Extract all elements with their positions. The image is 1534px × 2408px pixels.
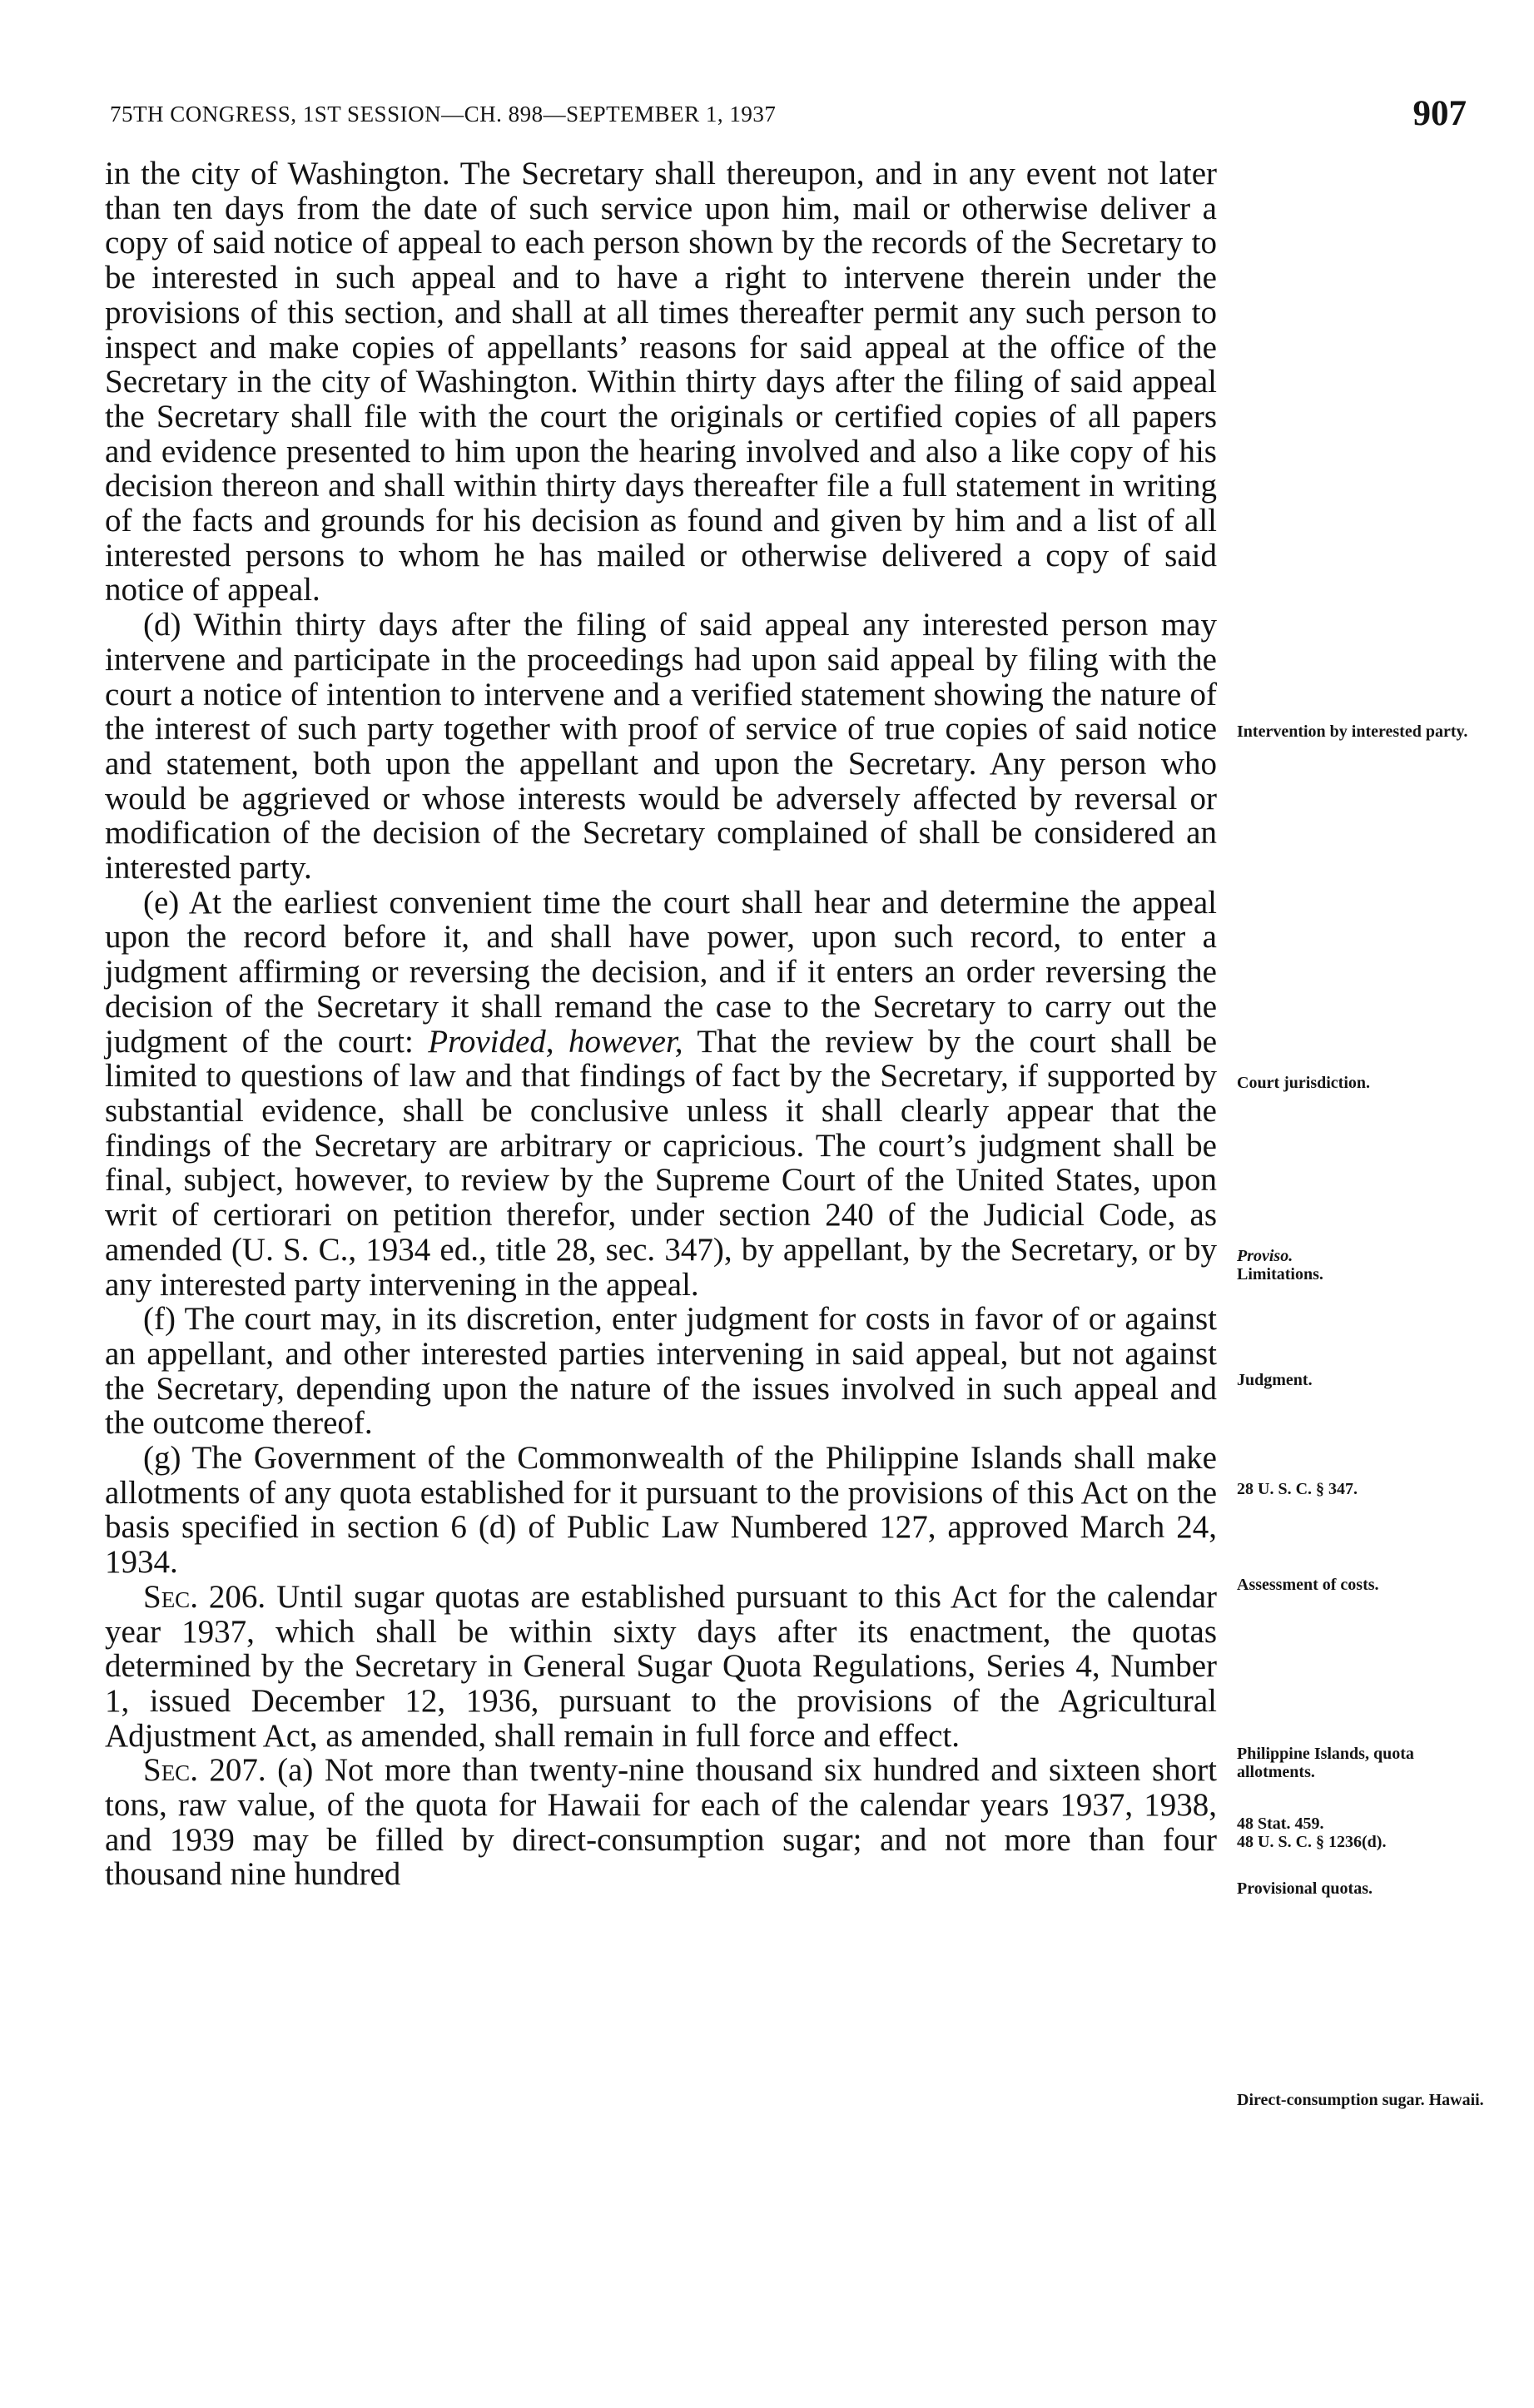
- margin-note-proviso-label: Proviso.: [1237, 1247, 1293, 1265]
- margin-note-stat-line2: 48 U. S. C. § 1236(d).: [1237, 1833, 1387, 1851]
- paragraph-f: (f) The court may, in its discretion, enter judgment for costs in favor of or against an appellant, and other interested parties intervening in said appeal, but not against the Secretary, depending upon the nature of the issues involved in such appeal and the outcome thereof.: [105, 1301, 1217, 1442]
- margin-note-statute-citation: [1237, 1815, 1487, 1851]
- paragraph-e: [105, 886, 1217, 1302]
- margin-note-proviso: [1237, 1247, 1487, 1283]
- paragraph-e-part1: (e) At the earliest convenient time the court shall hear and determine the appeal upon the record before it, and shall have power, upon such record, to enter a judgment affirming or reversing the decision, and if it enters an order reversing the decision of the Secretary it shall remand the case to the Secretary to carry out the judgment of the court:: [105, 884, 1217, 1060]
- proviso-phrase: Provided, however,: [428, 1023, 683, 1060]
- margin-note-intervention: Intervention by interested party.: [1237, 722, 1468, 741]
- margin-note-court-jurisdiction: Court jurisdiction.: [1237, 1074, 1370, 1092]
- page-header: [110, 93, 1467, 143]
- section-206: [105, 1580, 1217, 1754]
- paragraph-e-part2: That the review by the court shall be limited to questions of law and that findings of fact by the Secretary, if supported by substantial evidence, shall be conclusive unless it shall clearly appear that the findings of the Secretary are arbitrary or capricious. The court’s judgment shall be final, subject, however, to review by the Supreme Court of the United States, upon writ of certiorari on petition therefor, under section 240 of the Judicial Code, as amended (U. S. C., 1934 ed., title 28, sec. 347), by appellant, by the Secretary, or by any interested party intervening in the appeal.: [105, 1023, 1218, 1303]
- section-206-label: Sec. 206.: [143, 1578, 266, 1615]
- margin-note-limitations: Limitations.: [1237, 1265, 1323, 1283]
- running-head: 75TH CONGRESS, 1ST SESSION—CH. 898—SEPTEMBER 1, 1937: [110, 102, 777, 127]
- paragraph-d: (d) Within thirty days after the filing of said appeal any interested person may intervene and participate in the proceedings had upon said appeal by filing with the court a notice of intention to intervene and a verified statement showing the nature of the interest of such party together with proof of service of true copies of said notice and statement, both upon the appellant and upon the Secretary. Any person who would be aggrieved or whose interests would be adversely affected by reversal or modification of the decision of the Secretary complained of shall be considered an interested party.: [105, 607, 1217, 886]
- margin-note-stat-line1: 48 Stat. 459.: [1237, 1815, 1324, 1833]
- margin-note-usc: 28 U. S. C. § 347.: [1237, 1480, 1358, 1498]
- margin-note-philippine: Philippine Islands, quota allotments.: [1237, 1745, 1414, 1781]
- margin-note-provisional: Provisional quotas.: [1237, 1879, 1373, 1898]
- margin-note-judgment: Judgment.: [1237, 1371, 1313, 1389]
- margin-note-costs: Assessment of costs.: [1237, 1576, 1379, 1594]
- section-207-text: (a) Not more than twenty-nine thousand six hundred and sixteen short tons, raw value, of the quota for Hawaii for each of the calendar years 1937, 1938, and 1939 may be filled by direct-consumption sugar; and not more than four thousand nine hundred: [105, 1752, 1217, 1893]
- paragraph-c-continued: in the city of Washington. The Secretary shall thereupon, and in any event not later than ten days from the date of such service upon him, mail or otherwise deliver a copy of said notice of appeal to each person shown by the records of the Secretary to be interested in such appeal and to have a right to intervene therein under the provisions of this section, and shall at all times thereafter permit any such person to inspect and make copies of appellants’ reasons for said appeal at the office of the Secretary in the city of Washington. Within thirty days after the filing of said appeal the Secretary shall file with the court the originals or certified copies of all papers and evidence presented to him upon the hearing involved and also a like copy of his decision thereon and shall within thirty days thereafter file a full statement in writing of the facts and grounds for his decision as found and given by him and a list of all interested persons to whom he has mailed or otherwise delivered a copy of said notice of appeal.: [105, 156, 1217, 608]
- statute-text: [105, 156, 1217, 1892]
- page-number: 907: [1412, 94, 1467, 133]
- section-207: [105, 1753, 1217, 1892]
- paragraph-g: (g) The Government of the Commonwealth of the Philippine Islands shall make allotments of any quota established for it pursuant to the provisions of this Act on the basis specified in section 6 (d) of Public Law Numbered 127, approved March 24, 1934.: [105, 1440, 1217, 1581]
- section-206-text: Until sugar quotas are established pursuant to this Act for the calendar year 1937, which shall be within sixty days after its enactment, the quotas determined by the Secretary in General Sugar Quota Regulations, Series 4, Number 1, issued December 12, 1936, pursuant to the provisions of the Agricultural Adjustment Act, as amended, shall remain in full force and effect.: [105, 1578, 1217, 1754]
- margin-note-direct-consumption: Direct-consumption sugar. Hawaii.: [1237, 2091, 1484, 2109]
- section-207-label: Sec. 207.: [143, 1752, 266, 1789]
